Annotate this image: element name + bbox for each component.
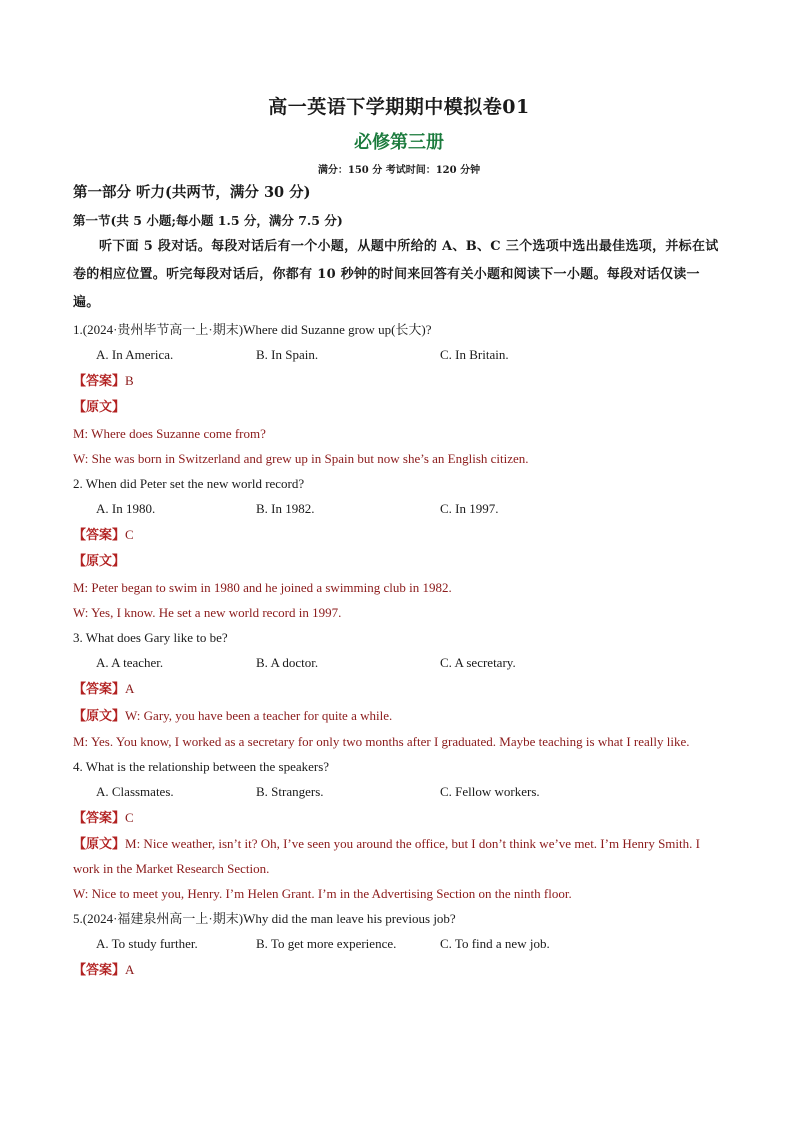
page-subtitle: 必修第三册 — [354, 132, 444, 153]
transcript-line: W: Yes, I know. He set a new world record in 1997. — [73, 605, 342, 620]
option-b: B. In Spain. — [256, 347, 319, 362]
question-stem: 1.(2024·贵州毕节高一上·期末)Where did Suzanne grow up(长大)? — [73, 322, 432, 337]
answer-label: 【答案】 — [73, 811, 126, 826]
option-row — [73, 650, 725, 675]
transcript-label: 【原文】 — [73, 400, 126, 415]
answer-value: A — [125, 962, 135, 977]
transcript-line: M: Where does Suzanne come from? — [73, 426, 266, 441]
question-stem: 2. When did Peter set the new world record? — [73, 476, 305, 491]
option-c: C. To find a new job. — [440, 936, 550, 951]
exam-page — [73, 92, 725, 983]
option-row — [73, 496, 725, 521]
option-row — [73, 779, 725, 804]
transcript-paragraph — [73, 831, 725, 881]
transcript-label-line — [73, 702, 725, 729]
question-block — [73, 471, 725, 625]
option-b: B. In 1982. — [256, 501, 315, 516]
transcript-label: 【原文】 — [73, 836, 126, 851]
option-a: A. In America. — [96, 347, 174, 362]
answer-line — [73, 956, 725, 983]
option-c: C. In 1997. — [440, 501, 499, 516]
answer-line — [73, 675, 725, 702]
answer-value: C — [125, 810, 134, 825]
answer-label: 【答案】 — [73, 682, 126, 697]
option-c: C. Fellow workers. — [440, 784, 540, 799]
option-b: B. A doctor. — [256, 655, 319, 670]
option-a: A. Classmates. — [96, 784, 174, 799]
answer-label: 【答案】 — [73, 963, 126, 978]
option-row — [73, 931, 725, 956]
option-row — [73, 342, 725, 367]
question-block — [73, 906, 725, 983]
transcript-label-line — [73, 394, 725, 421]
question-stem: 4. What is the relationship between the speakers? — [73, 759, 330, 774]
answer-label: 【答案】 — [73, 374, 126, 389]
transcript-line: M: Peter began to swim in 1980 and he joined a swimming club in 1982. — [73, 580, 452, 595]
exam-meta: 满分：150 分 考试时间：120 分钟 — [317, 165, 481, 176]
option-c: C. In Britain. — [440, 347, 509, 362]
instructions: 听下面 5 段对话。每段对话后有一个小题，从题中所给的 A、B、C 三个选项中选出最佳选项，并标在试卷的相应位置。听完每段对话后，你都有 10 秒钟的时间来回答有关小题和阅读下一小题。每段对话仅读一遍。 — [73, 239, 719, 310]
option-a: A. In 1980. — [96, 501, 156, 516]
answer-value: C — [125, 527, 134, 542]
transcript-inline: M: Nice weather, isn’t it? Oh, I’ve seen you around the office, but I don’t think we’ve met. I’m Henry Smith. I work in the Market Research Section. — [73, 836, 700, 876]
question-block — [73, 317, 725, 471]
option-c: C. A secretary. — [440, 655, 516, 670]
transcript-label-line — [73, 548, 725, 575]
answer-value: B — [125, 373, 134, 388]
answer-value: A — [125, 681, 135, 696]
question-block — [73, 625, 725, 754]
question-stem: 3. What does Gary like to be? — [73, 630, 228, 645]
answer-label: 【答案】 — [73, 528, 126, 543]
answer-line — [73, 804, 725, 831]
option-b: B. To get more experience. — [256, 936, 397, 951]
answer-line — [73, 521, 725, 548]
transcript-line: W: Nice to meet you, Henry. I’m Helen Grant. I’m in the Advertising Section on the ninth floor. — [73, 886, 572, 901]
option-a: A. To study further. — [96, 936, 198, 951]
transcript-label: 【原文】 — [73, 709, 126, 724]
transcript-label: 【原文】 — [73, 554, 126, 569]
part-heading: 第一部分 听力(共两节，满分 30 分) — [73, 184, 311, 201]
option-a: A. A teacher. — [96, 655, 164, 670]
transcript-line: W: She was born in Switzerland and grew up in Spain but now she’s an English citizen. — [73, 451, 529, 466]
question-stem: 5.(2024·福建泉州高一上·期末)Why did the man leave his previous job? — [73, 911, 456, 926]
transcript-line: M: Yes. You know, I worked as a secretary for only two months after I graduated. Maybe teaching is what I really like. — [73, 734, 690, 749]
transcript-inline: W: Gary, you have been a teacher for quite a while. — [125, 708, 393, 723]
subsection-heading: 第一节(共 5 小题;每小题 1.5 分，满分 7.5 分) — [73, 213, 343, 228]
page-title: 高一英语下学期期中模拟卷01 — [268, 96, 530, 118]
answer-line — [73, 367, 725, 394]
question-block — [73, 754, 725, 906]
option-b: B. Strangers. — [256, 784, 324, 799]
